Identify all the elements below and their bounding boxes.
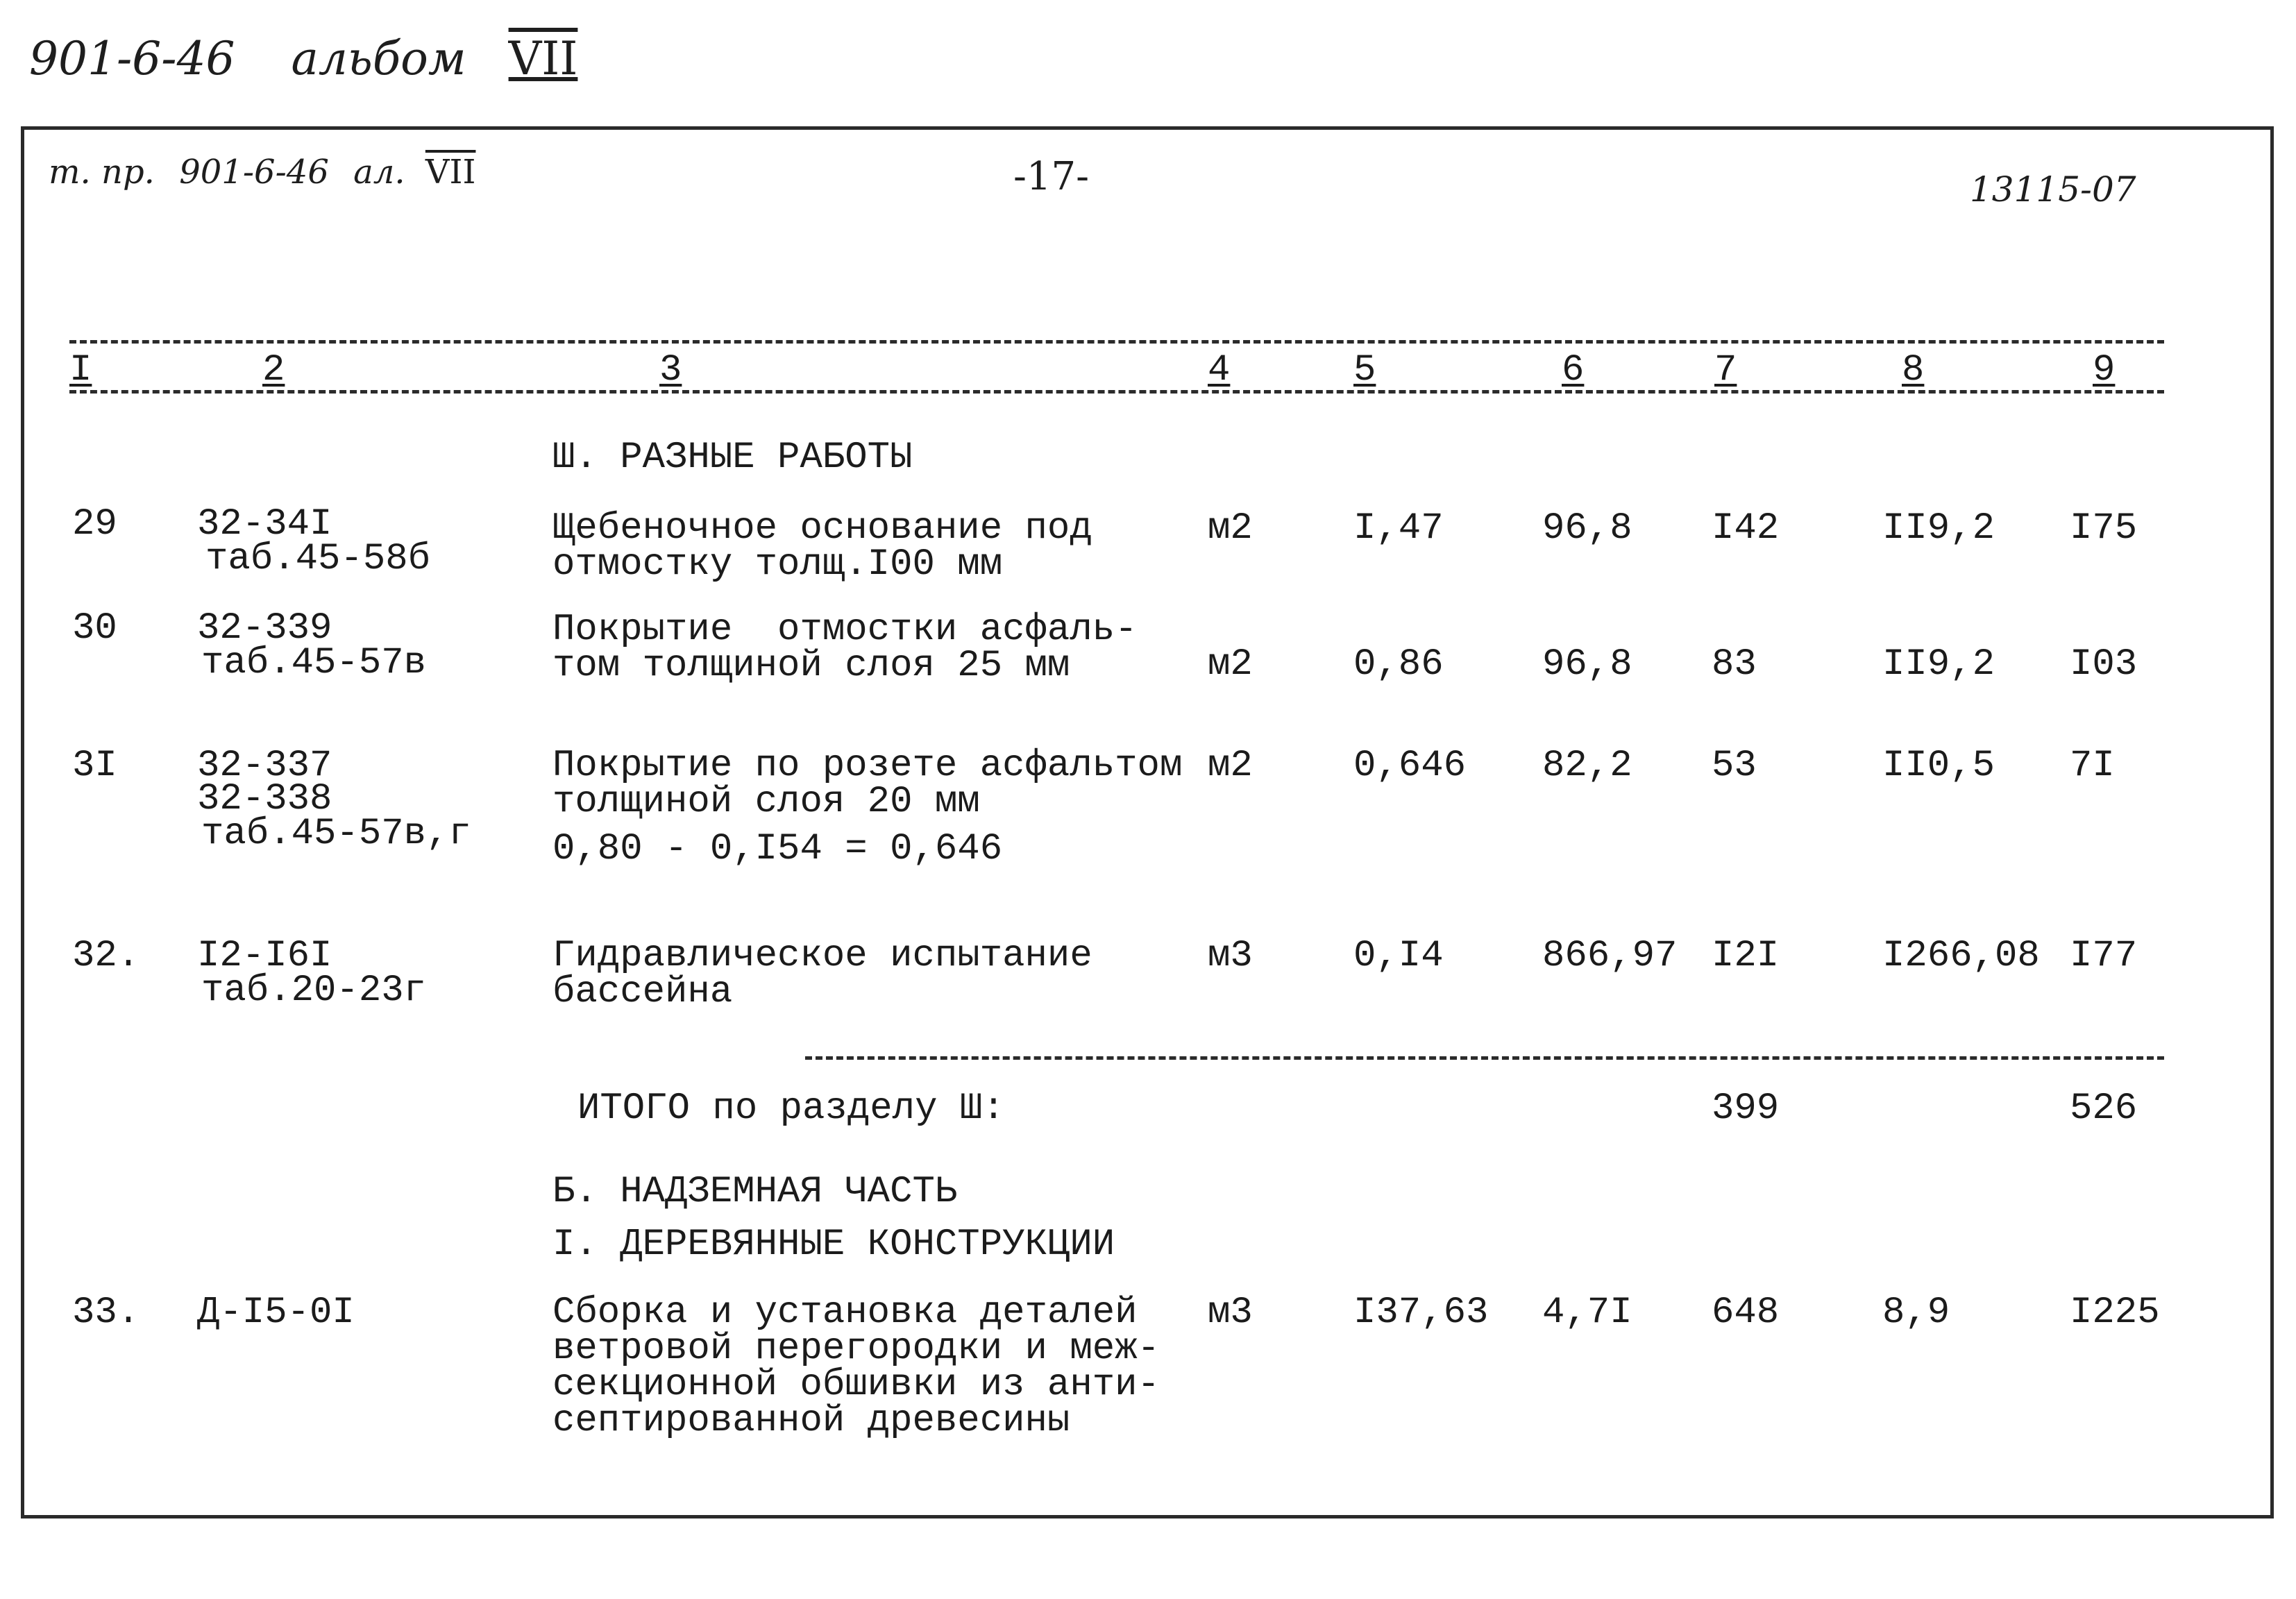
cell-col8: II9,2: [1882, 507, 1995, 550]
row-number: 3I: [72, 745, 117, 787]
row-number: 30: [72, 607, 117, 650]
norm-code: 32-337: [197, 745, 332, 787]
column-header-7: 7: [1714, 349, 1737, 391]
cell-col8: II9,2: [1882, 643, 1995, 686]
cell-col5: I37,63: [1353, 1292, 1489, 1334]
norm-table-ref: таб.45-57в: [201, 642, 427, 684]
cell-col7: 648: [1712, 1292, 1780, 1334]
column-header-5: 5: [1353, 349, 1376, 391]
column-header-3: 3: [659, 349, 682, 391]
cell-col5: 0,646: [1353, 745, 1467, 787]
column-header-1: I: [69, 349, 92, 391]
page-number: -17-: [1013, 154, 1090, 199]
subsection-title: I. ДЕРЕВЯННЫЕ КОНСТРУКЦИИ: [552, 1224, 1115, 1266]
header-prefix: т. пр.: [49, 153, 155, 192]
norm-code-2: 32-338: [197, 778, 332, 820]
album-note-word: альбом: [291, 32, 466, 85]
album-note-number: VII: [508, 32, 578, 85]
row-number: 32.: [72, 935, 140, 977]
cell-col7: 53: [1712, 745, 1757, 787]
cell-col8: 8,9: [1882, 1292, 1950, 1334]
work-description: Щебеночное основание под отмостку толщ.I00 мм: [552, 507, 1092, 586]
cell-col5: 0,86: [1353, 643, 1444, 686]
cell-col5: I,47: [1353, 507, 1444, 550]
cell-col6: 96,8: [1542, 507, 1632, 550]
column-header-8: 8: [1902, 349, 1925, 391]
cell-col6: 96,8: [1542, 643, 1632, 686]
document-number: 13115-07: [1970, 169, 2136, 210]
cell-col8: I266,08: [1882, 935, 2040, 977]
unit: м2: [1208, 745, 1253, 787]
part-title: Б. НАДЗЕМНАЯ ЧАСТЬ: [552, 1171, 958, 1213]
cell-col9: 7I: [2070, 745, 2115, 787]
norm-code: 32-34I: [197, 503, 332, 545]
norm-code: Д-I5-0I: [197, 1292, 355, 1334]
section-total-label: ИТОГО по разделу Ш:: [577, 1088, 1005, 1130]
cell-col7: I2I: [1712, 935, 1780, 977]
row-number: 33.: [72, 1292, 140, 1334]
cell-col7: I42: [1712, 507, 1780, 550]
column-header-4: 4: [1208, 349, 1231, 391]
cell-col8: II0,5: [1882, 745, 1995, 787]
volume-formula: 0,80 - 0,I54 = 0,646: [552, 828, 1003, 870]
subtotal-rule: [805, 1056, 2164, 1060]
work-description: Покрытие отмостки асфаль- том толщиной слоя 25 мм: [552, 609, 1138, 687]
header-album: ал.: [353, 153, 405, 192]
cell-col7: 83: [1712, 643, 1757, 686]
unit: м3: [1208, 1292, 1253, 1334]
norm-table-ref: таб.45-58б: [205, 538, 431, 580]
section-total-col7: 399: [1712, 1088, 1780, 1130]
norm-table-ref: таб.45-57в,г: [201, 813, 471, 855]
cell-col9: I77: [2070, 935, 2138, 977]
header-code: 901-6-46: [179, 153, 329, 192]
work-description: Сборка и установка деталей ветровой перегородки и меж- секционной обшивки из анти- септированной древесины: [552, 1292, 1160, 1442]
header-top-rule: [69, 340, 2164, 344]
row-number: 29: [72, 503, 117, 545]
cell-col6: 82,2: [1542, 745, 1632, 787]
cell-col9: I75: [2070, 507, 2138, 550]
header-bottom-rule: [69, 390, 2164, 394]
cell-col9: I03: [2070, 643, 2138, 686]
header-album-number: $\overline{VII}$: [425, 153, 476, 192]
album-note: [29, 32, 577, 85]
unit: м2: [1208, 507, 1253, 550]
cell-col9: I225: [2070, 1292, 2160, 1334]
unit: м2: [1208, 643, 1253, 686]
album-note-code: 901-6-46: [29, 32, 235, 85]
header-left: [49, 153, 475, 192]
column-header-9: 9: [2093, 349, 2116, 391]
section-total-col9: 526: [2070, 1088, 2138, 1130]
cell-col6: 4,7I: [1542, 1292, 1632, 1334]
norm-code: I2-I6I: [197, 935, 332, 977]
cell-col5: 0,I4: [1353, 935, 1444, 977]
unit: м3: [1208, 935, 1253, 977]
section-title: Ш. РАЗНЫЕ РАБОТЫ: [552, 437, 913, 479]
column-header-6: 6: [1562, 349, 1585, 391]
norm-table-ref: таб.20-23г: [201, 970, 427, 1012]
work-description: Гидравлическое испытание бассейна: [552, 935, 1092, 1013]
column-header-2: 2: [262, 349, 285, 391]
work-description: Покрытие по розете асфальтом толщиной слоя 20 мм: [552, 745, 1183, 823]
norm-code: 32-339: [197, 607, 332, 650]
cell-col6: 866,97: [1542, 935, 1678, 977]
